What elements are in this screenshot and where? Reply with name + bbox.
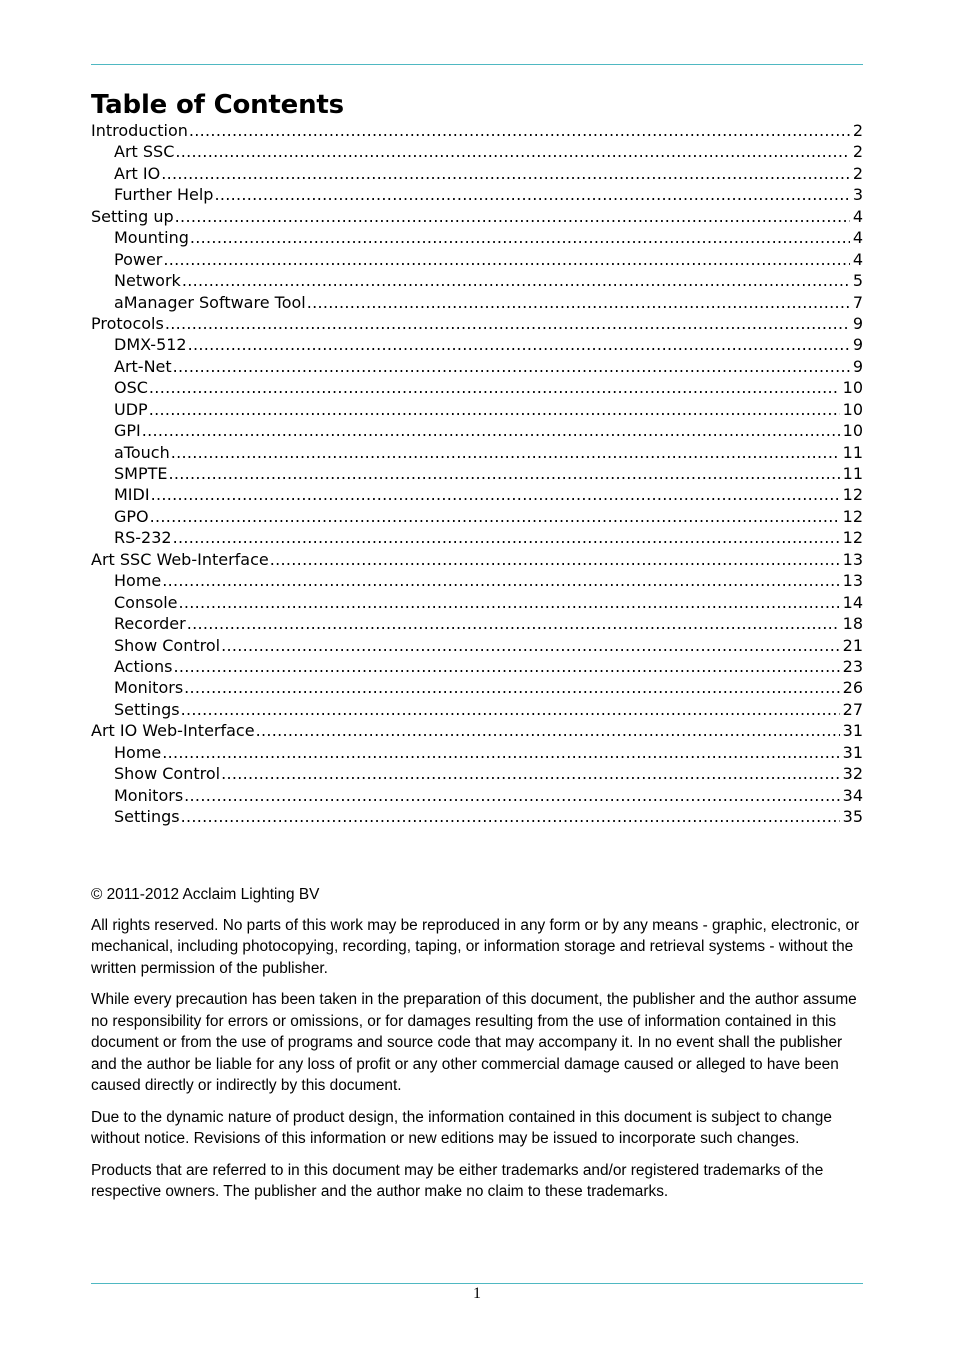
toc-entry[interactable] [91,313,863,334]
toc-entry-page: 7 [852,292,863,312]
toc-entry-page: 26 [842,678,863,698]
toc-entry-label: Console [114,592,178,612]
legal-paragraph: Due to the dynamic nature of product design, the information contained in this document is subject to change without notice. Revisions of this information or new editions may be issued to incorporate such changes. [91,1108,832,1147]
toc-dot-leader [175,206,850,227]
toc-entry-label: Home [114,571,162,591]
toc-entry-label: Setting up [91,206,174,226]
toc-dot-leader [189,120,850,141]
toc-subentry[interactable] [91,420,863,441]
toc-entry[interactable] [91,549,863,570]
toc-entry-page: 4 [852,228,863,248]
toc-subentry[interactable] [91,184,863,205]
toc-entry-page: 12 [842,485,863,505]
toc-dot-leader [165,313,850,334]
toc-dot-leader [149,377,840,398]
toc-subentry[interactable] [91,742,863,763]
toc-dot-leader [307,292,850,313]
toc-subentry[interactable] [91,463,863,484]
toc-entry-label: Network [114,271,181,291]
toc-dot-leader [163,249,849,270]
toc-entry-label: Art SSC Web-Interface [91,549,269,569]
toc-entry[interactable] [91,120,863,141]
toc-dot-leader [188,334,850,355]
toc-dot-leader [175,141,849,162]
toc-dot-leader [162,742,839,763]
legal-paragraph: While every precaution has been taken in the preparation of this document, the publisher and the author assume no responsibility for errors or omissions, or for damages resulting from the use of information contained in this document or from the use of programs and source code that may accompany it. In no event shall the publisher and the author be liable for any loss of profit or any other commercial damage caused or alleged to have been caused directly or indirectly by this document. [91,991,857,1094]
toc-entry-label: aManager Software Tool [114,292,306,312]
toc-subentry[interactable] [91,527,863,548]
toc-entry[interactable] [91,720,863,741]
toc-entry-page: 31 [842,742,863,762]
toc-dot-leader [221,763,840,784]
toc-subentry[interactable] [91,356,863,377]
toc-title: Table of Contents [91,90,344,120]
toc-dot-leader [181,806,840,827]
toc-entry-page: 35 [842,807,863,826]
toc-subentry[interactable] [91,570,863,591]
toc-entry-label: Art IO Web-Interface [91,721,255,741]
toc-entry-page: 10 [842,421,863,441]
toc-subentry[interactable] [91,613,863,634]
toc-entry-label: Actions [114,656,173,676]
toc-entry-label: Art SSC [114,142,175,162]
toc-entry-label: Monitors [114,678,184,698]
toc-entry-page: 18 [842,614,863,634]
toc-entry-label: RS-232 [114,528,172,548]
toc-entry-page: 2 [852,142,863,162]
toc-entry-label: SMPTE [114,464,168,483]
legal-paragraph: Products that are referred to in this document may be either trademarks and/or registered trademarks of the respective owners. The publisher and the author make no claim to these trademarks. [91,1161,824,1200]
toc-dot-leader [173,656,839,677]
toc-dot-leader [182,270,850,291]
toc-subentry[interactable] [91,377,863,398]
toc-entry-label: Home [114,742,162,762]
toc-dot-leader [187,613,840,634]
toc-entry-page: 11 [842,442,863,462]
toc-entry-label: OSC [114,378,148,398]
toc-entry-page: 4 [852,206,863,226]
toc-subentry[interactable] [91,292,863,313]
toc-subentry[interactable] [91,484,863,505]
toc-entry-page: 21 [842,635,863,655]
toc-entry-page: 14 [842,592,863,612]
toc-entry-label: UDP [114,399,148,419]
toc-dot-leader [162,570,839,591]
toc-entry-page: 2 [852,121,863,140]
toc-subentry[interactable] [91,141,863,162]
toc-entry-page: 34 [842,785,863,805]
toc-subentry[interactable] [91,656,863,677]
toc-dot-leader [184,677,839,698]
toc-entry-label: Monitors [114,785,184,805]
table-of-contents [91,120,863,827]
toc-entry-label: Show Control [114,635,221,655]
toc-entry-label: GPO [114,506,149,526]
legal-paragraph: All rights reserved. No parts of this work may be reproduced in any form or by any means - graphic, electronic, or mechanical, including photocopying, recording, taping, or information storage and retrieval systems - without the written permission of the publisher. [91,916,860,977]
copyright-notice: © 2011-2012 Acclaim Lighting BV [91,886,320,903]
toc-entry-label: Introduction [91,121,188,140]
toc-subentry[interactable] [91,442,863,463]
toc-entry-page: 10 [842,399,863,419]
toc-entry-page: 3 [852,185,863,205]
toc-entry-page: 31 [842,721,863,741]
toc-dot-leader [169,463,840,484]
toc-entry-page: 9 [852,356,863,376]
header-rule [91,64,863,65]
toc-dot-leader [181,699,840,720]
legal-notice [91,884,863,1213]
toc-subentry[interactable] [91,227,863,248]
toc-subentry[interactable] [91,163,863,184]
toc-entry-page: 11 [842,464,863,483]
page-number: 1 [473,1285,481,1302]
toc-entry-page: 9 [852,313,863,333]
toc-dot-leader [151,484,840,505]
toc-entry-page: 23 [842,656,863,676]
toc-subentry[interactable] [91,699,863,720]
toc-dot-leader [179,592,840,613]
toc-entry-label: Art IO [114,163,161,183]
toc-entry-label: GPI [114,421,141,441]
toc-subentry[interactable] [91,806,863,827]
toc-dot-leader [142,420,840,441]
toc-dot-leader [214,184,849,205]
toc-entry-label: Power [114,249,163,269]
toc-entry-label: Settings [114,699,180,719]
toc-subentry[interactable] [91,249,863,270]
toc-dot-leader [173,527,840,548]
toc-entry-label: Mounting [114,228,189,248]
toc-subentry[interactable] [91,334,863,355]
toc-entry-page: 13 [842,549,863,569]
toc-entry[interactable] [91,206,863,227]
toc-subentry[interactable] [91,592,863,613]
toc-subentry[interactable] [91,399,863,420]
toc-subentry[interactable] [91,506,863,527]
toc-dot-leader [173,356,850,377]
toc-dot-leader [161,163,850,184]
toc-entry-page: 10 [842,378,863,398]
toc-dot-leader [256,720,840,741]
toc-entry-label: Protocols [91,313,164,333]
toc-entry-label: Settings [114,807,180,826]
toc-subentry[interactable] [91,785,863,806]
toc-entry-label: DMX-512 [114,335,187,355]
toc-entry-label: aTouch [114,442,170,462]
toc-dot-leader [221,635,840,656]
toc-dot-leader [171,442,840,463]
toc-subentry[interactable] [91,763,863,784]
toc-entry-page: 12 [842,506,863,526]
toc-entry-page: 4 [852,249,863,269]
toc-subentry[interactable] [91,270,863,291]
toc-dot-leader [150,506,840,527]
toc-entry-page: 5 [852,271,863,291]
toc-entry-page: 2 [852,163,863,183]
toc-entry-label: MIDI [114,485,150,505]
toc-entry-label: Show Control [114,764,221,784]
toc-entry-page: 12 [842,528,863,548]
toc-subentry[interactable] [91,635,863,656]
toc-entry-label: Art-Net [114,356,172,376]
toc-subentry[interactable] [91,677,863,698]
toc-dot-leader [184,785,839,806]
toc-entry-page: 13 [842,571,863,591]
toc-dot-leader [190,227,850,248]
toc-entry-label: Recorder [114,614,186,634]
toc-entry-page: 27 [842,699,863,719]
toc-entry-page: 32 [842,764,863,784]
toc-entry-label: Further Help [114,185,214,205]
toc-entry-page: 9 [852,335,863,355]
toc-dot-leader [149,399,840,420]
toc-dot-leader [270,549,840,570]
